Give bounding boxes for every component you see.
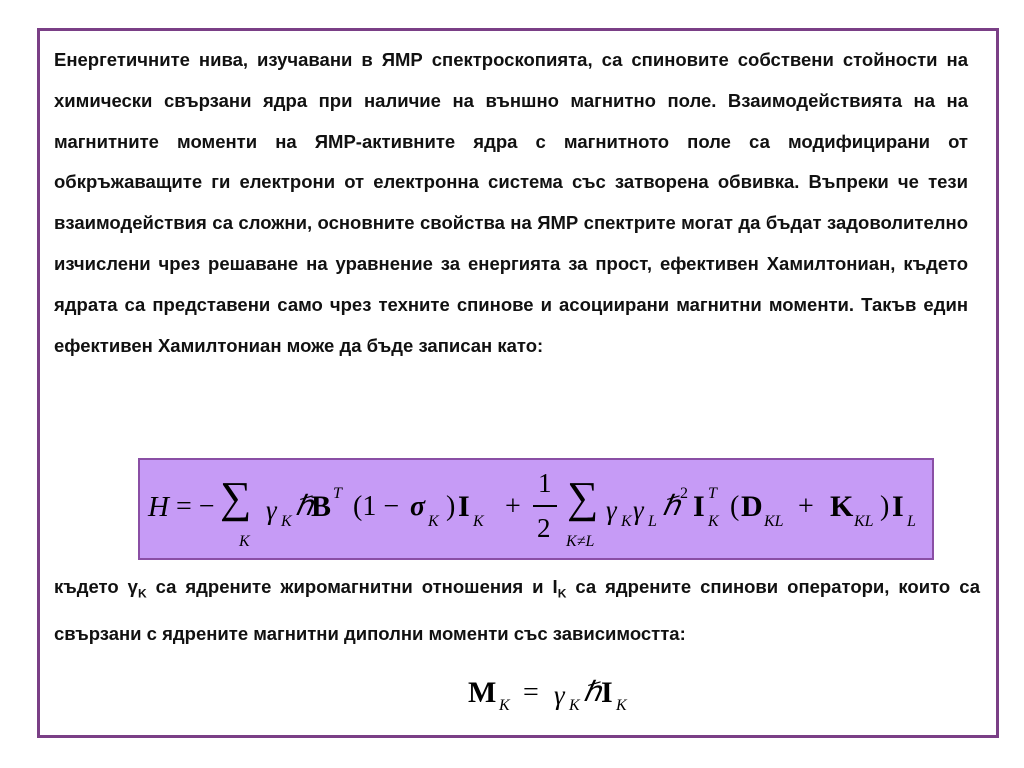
formula-D-sub: KL — [764, 513, 784, 530]
formula-I-3: I — [892, 490, 904, 523]
formula-M-gamma: γ — [554, 680, 565, 710]
formula-K-matrix: K — [830, 490, 854, 523]
formula-M-equals: = — [523, 677, 539, 708]
formula-gamma-2-sub: K — [621, 513, 632, 530]
dipole-moment-formula — [468, 672, 668, 722]
formula-gamma-1-sub: K — [281, 513, 292, 530]
gamma-symbol: γ — [127, 576, 138, 597]
formula-paren-2-open: ( — [730, 491, 740, 522]
formula-hbar-1: ℏ — [295, 491, 313, 522]
formula-hbar-2: ℏ — [662, 491, 680, 522]
formula-M-sub: K — [499, 697, 510, 714]
formula-gamma-3-sub: L — [648, 513, 657, 530]
formula-paren-1-open: (1 − — [353, 491, 400, 522]
formula-sigma: σ — [410, 491, 426, 522]
formula-M: M — [468, 676, 497, 709]
formula-H: H — [148, 491, 169, 523]
formula-M-I: I — [601, 676, 613, 709]
formula-M-I-sub: K — [616, 697, 627, 714]
formula-sigma-sub: K — [428, 513, 439, 530]
intro-paragraph: Енергетичните нива, изучавани в ЯМР спектроскопията, са спиновите собствени стойности на химически свързани ядра при наличие на външно магнитно поле. Взаимодействията на на магнитните моменти на ЯМР-активните ядра с магнитното поле са модифицирани от обкръжаващите ги електрони от електронна система със затворена обвивка. Въпреки че тези взаимодействия са сложни, основните свойства на ЯМР спектрите могат да бъдат задоволително изчислени чрез решаване на уравнение за енергията за прост, ефективен Хамилтониан, където ядрата са представени само чрез техните спинове и асоциирани магнитни моменти. Такъв един ефективен Хамилтониан може да бъде записан като: — [54, 49, 968, 356]
formula-sum-2: ∑ — [567, 473, 599, 522]
formula-frac-num: 1 — [538, 468, 552, 498]
hamiltonian-formula — [138, 458, 934, 560]
formula-I-2: I — [693, 490, 705, 523]
formula-sum-1: ∑ — [220, 473, 252, 522]
formula-frac-den: 2 — [537, 513, 551, 543]
formula-paren-2-close: ) — [880, 491, 890, 522]
formula-M-hbar: ℏ — [583, 677, 601, 708]
formula-paren-1-close: ) — [446, 491, 456, 522]
formula-gamma-2: γ — [606, 495, 617, 525]
gamma-subscript: K — [137, 586, 147, 601]
formula-M-gamma-sub: K — [569, 697, 580, 714]
i-subscript: K — [557, 586, 567, 601]
formula-frac-bar — [533, 505, 557, 507]
formula-hbar-2-sup: 2 — [680, 485, 688, 502]
formula-K-matrix-sub: KL — [854, 513, 874, 530]
formula-I-2-sub: K — [708, 513, 719, 530]
formula-gamma-3: γ — [633, 495, 644, 525]
formula-I-1: I — [458, 490, 470, 523]
formula-equals-minus: = − — [176, 491, 215, 522]
formula-B-sup: T — [333, 485, 342, 502]
formula-sum-1-index: K — [239, 533, 250, 550]
formula-gamma-1: γ — [266, 495, 277, 525]
formula-I-2-sup: T — [708, 485, 717, 502]
formula-plus-2: + — [798, 491, 814, 522]
formula-D: D — [741, 490, 763, 523]
formula-I-1-sub: K — [473, 513, 484, 530]
formula-B: B — [311, 490, 332, 523]
formula-I-3-sub: L — [907, 513, 916, 530]
definitions-paragraph: където $\gamma_K$ са ядрените жиромагнитни отношения и $I_K$ са ядрените спинови оператори, които са свързани с ядрените магнитни диполни моменти със зависимостта: — [54, 576, 980, 645]
formula-plus-1: + — [505, 491, 521, 522]
i-symbol: I — [552, 576, 558, 597]
formula-sum-2-index: K≠L — [566, 533, 595, 550]
